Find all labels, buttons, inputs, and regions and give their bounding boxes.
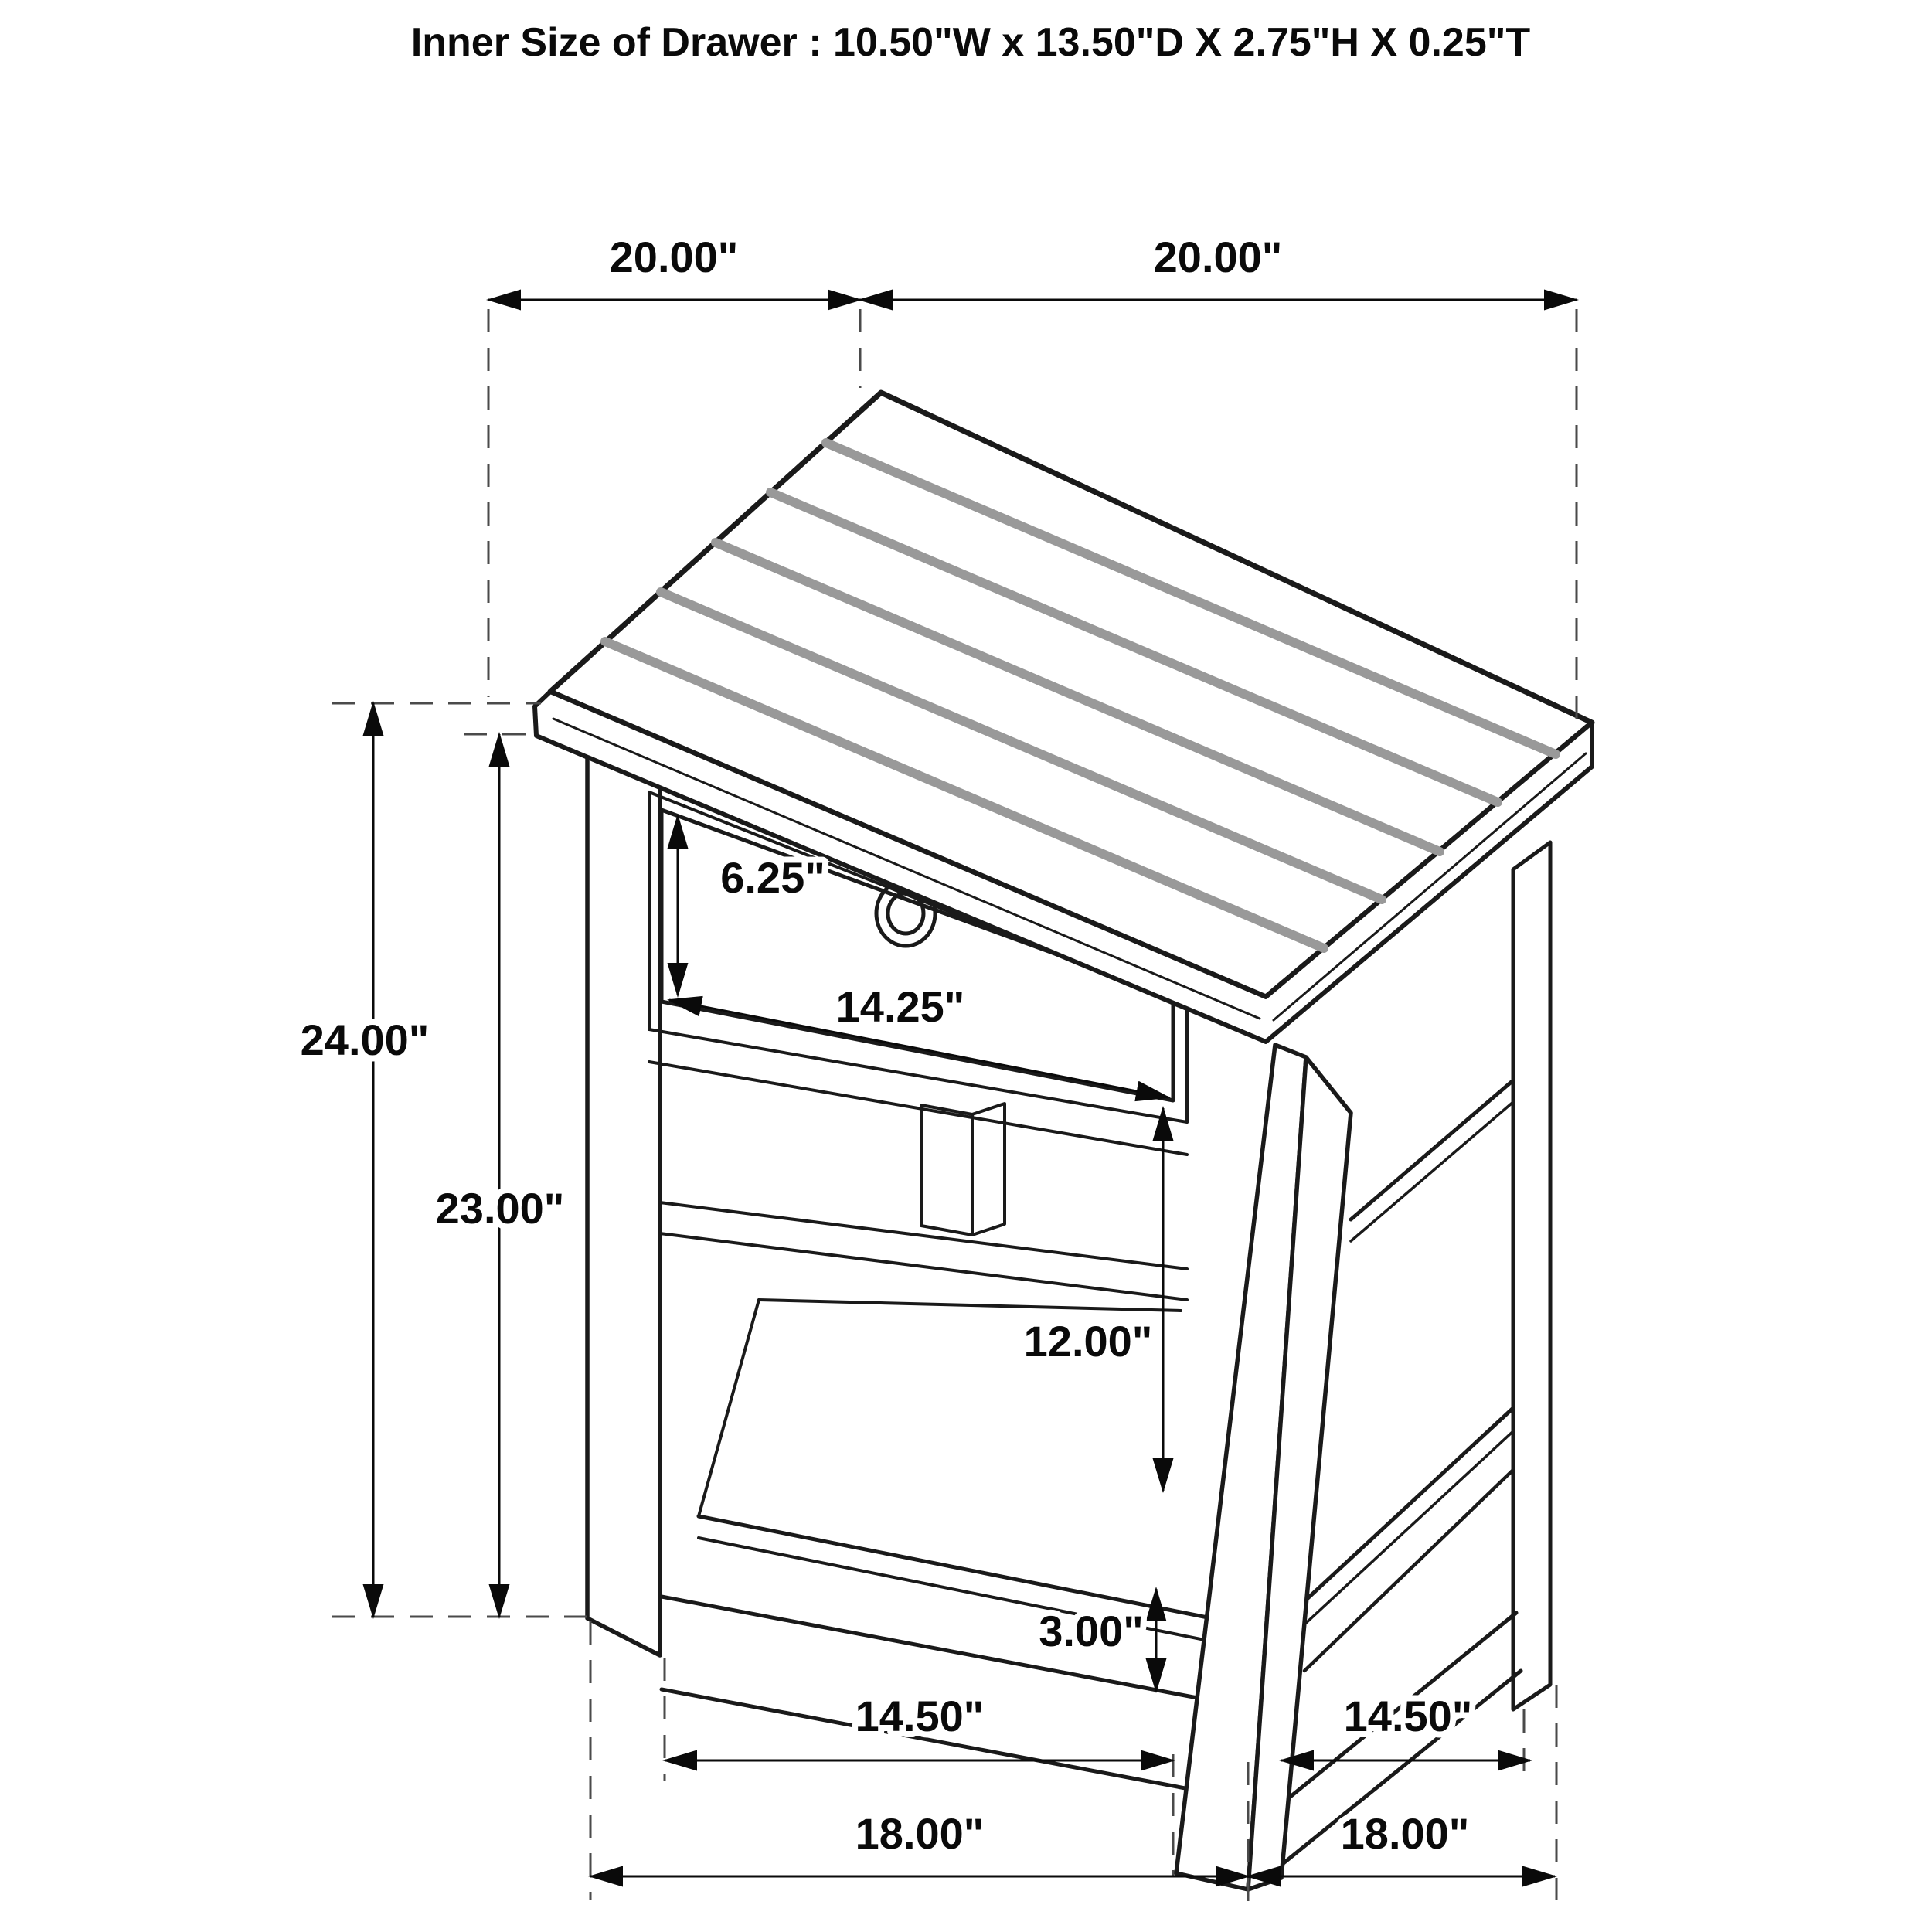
- dim-label-side-outer-depth: 18.00": [1340, 1809, 1470, 1858]
- dim-front-leg-clearance: [665, 1692, 1173, 1760]
- dim-label-side-leg-clearance: 14.50": [1343, 1692, 1473, 1740]
- dim-side-outer-depth: [1248, 1809, 1555, 1876]
- drawer-divider-block: [921, 1104, 1005, 1235]
- table-drawing: [535, 393, 1592, 1889]
- dim-front-outer-width: [590, 1809, 1248, 1876]
- right-side-apron: [1351, 1080, 1513, 1241]
- dim-shelf-clearance: [1024, 1108, 1163, 1491]
- dim-label-shelf-clearance: 12.00": [1023, 1317, 1153, 1366]
- dim-overall-height: [301, 703, 430, 1617]
- dim-label-top-depth: 20.00": [609, 233, 739, 281]
- diagram-title: Inner Size of Drawer : 10.50"W x 13.50"D X 2.75"H X 0.25"T: [410, 20, 1531, 65]
- back-right-leg: [1513, 842, 1550, 1709]
- dim-top-width: [860, 233, 1577, 300]
- dim-label-rail-height: 3.00": [1039, 1607, 1144, 1655]
- dim-label-front-outer-width: 18.00": [855, 1809, 985, 1858]
- dim-label-drawer-width: 14.25": [835, 982, 965, 1031]
- dim-label-under-top-height: 23.00": [435, 1184, 565, 1233]
- right-side-shelf-edge: [1304, 1408, 1513, 1671]
- dim-under-top-height: [436, 734, 565, 1617]
- dim-label-drawer-height: 6.25": [720, 853, 825, 902]
- dim-label-front-leg-clearance: 14.50": [855, 1692, 985, 1740]
- dim-label-top-width: 20.00": [1153, 233, 1283, 281]
- dim-label-overall-height: 24.00": [300, 1015, 430, 1064]
- dim-top-depth: [488, 233, 860, 300]
- dim-side-leg-clearance: [1281, 1692, 1530, 1760]
- lower-shelf: [699, 1300, 1274, 1654]
- front-right-leg: [1176, 1045, 1351, 1889]
